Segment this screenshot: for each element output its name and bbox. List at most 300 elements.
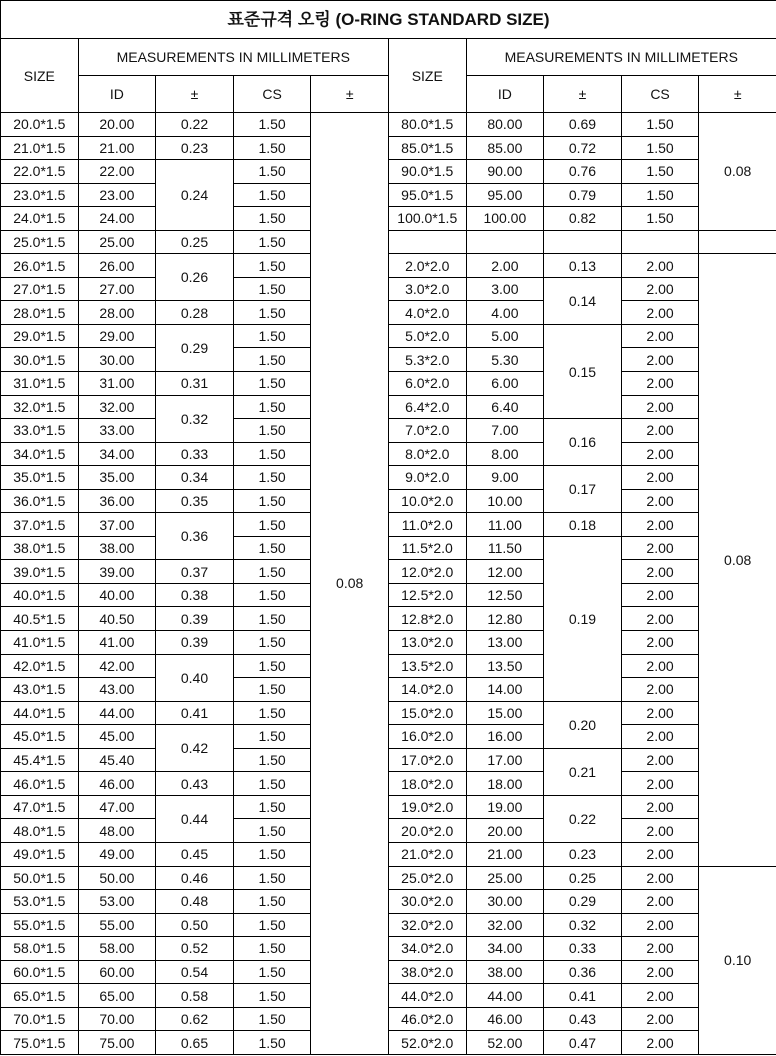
right-size-cell: 7.0*2.0 — [388, 419, 466, 443]
left-size-cell: 41.0*1.5 — [1, 631, 79, 655]
left-cs-tolerance-header: ± — [311, 76, 389, 113]
right-size-cell: 4.0*2.0 — [388, 301, 466, 325]
right-id-tolerance-cell: 0.17 — [544, 466, 622, 513]
left-cs-cell: 1.50 — [233, 230, 311, 254]
left-id-tolerance-cell: 0.37 — [156, 560, 234, 584]
left-size-cell: 39.0*1.5 — [1, 560, 79, 584]
table-row — [1, 795, 776, 819]
left-id-cell: 53.00 — [78, 890, 156, 914]
title-row — [1, 1, 776, 39]
right-id-cell: 12.80 — [466, 607, 544, 631]
right-size-cell: 12.0*2.0 — [388, 560, 466, 584]
right-size-cell: 11.5*2.0 — [388, 536, 466, 560]
left-size-cell: 21.0*1.5 — [1, 136, 79, 160]
left-id-tolerance-cell: 0.45 — [156, 842, 234, 866]
right-size-cell: 100.0*1.5 — [388, 207, 466, 231]
right-size-cell: 13.5*2.0 — [388, 654, 466, 678]
left-size-cell: 30.0*1.5 — [1, 348, 79, 372]
right-cs-cell: 2.00 — [621, 466, 699, 490]
left-id-cell: 24.00 — [78, 207, 156, 231]
left-cs-cell: 1.50 — [233, 772, 311, 796]
right-id-cell: 25.00 — [466, 866, 544, 890]
right-id-cell: 85.00 — [466, 136, 544, 160]
right-size-cell: 9.0*2.0 — [388, 466, 466, 490]
left-id-tolerance-cell: 0.32 — [156, 395, 234, 442]
right-id-tolerance-cell: 0.47 — [544, 1031, 622, 1055]
right-id-tolerance-cell: 0.72 — [544, 136, 622, 160]
left-cs-cell: 1.50 — [233, 277, 311, 301]
left-id-tolerance-cell: 0.29 — [156, 324, 234, 371]
table-row — [1, 489, 776, 513]
left-cs-cell: 1.50 — [233, 1031, 311, 1055]
right-cs-cell: 2.00 — [621, 631, 699, 655]
table-row — [1, 254, 776, 278]
table-row — [1, 984, 776, 1008]
right-id-tolerance-cell: 0.25 — [544, 866, 622, 890]
table-row — [1, 324, 776, 348]
left-cs-cell: 1.50 — [233, 937, 311, 961]
table-row — [1, 937, 776, 961]
right-id-cell: 5.30 — [466, 348, 544, 372]
right-id-cell: 2.00 — [466, 254, 544, 278]
left-size-cell: 31.0*1.5 — [1, 372, 79, 396]
left-size-cell: 45.4*1.5 — [1, 748, 79, 772]
left-cs-cell: 1.50 — [233, 795, 311, 819]
table-row — [1, 583, 776, 607]
right-cs-cell: 2.00 — [621, 513, 699, 537]
left-size-cell: 20.0*1.5 — [1, 113, 79, 137]
table-row — [1, 960, 776, 984]
right-size-cell: 18.0*2.0 — [388, 772, 466, 796]
right-id-tolerance-cell: 0.43 — [544, 1007, 622, 1031]
left-id-tolerance-cell: 0.44 — [156, 795, 234, 842]
right-id-cell: 3.00 — [466, 277, 544, 301]
left-id-tolerance-cell: 0.58 — [156, 984, 234, 1008]
right-id-cell: 32.00 — [466, 913, 544, 937]
left-cs-header: CS — [233, 76, 311, 113]
right-cs-cell: 2.00 — [621, 372, 699, 396]
left-id-tolerance-cell: 0.40 — [156, 654, 234, 701]
left-size-cell: 42.0*1.5 — [1, 654, 79, 678]
left-size-cell: 50.0*1.5 — [1, 866, 79, 890]
right-id-cell: 5.00 — [466, 324, 544, 348]
right-cs-tolerance-cell: 0.10 — [699, 866, 776, 1054]
right-size-cell: 34.0*2.0 — [388, 937, 466, 961]
right-size-cell: 90.0*1.5 — [388, 160, 466, 184]
left-id-tolerance-cell: 0.35 — [156, 489, 234, 513]
table-row — [1, 372, 776, 396]
left-cs-cell: 1.50 — [233, 842, 311, 866]
left-cs-cell: 1.50 — [233, 607, 311, 631]
right-size-cell: 80.0*1.5 — [388, 113, 466, 137]
right-id-tolerance-cell: 0.79 — [544, 183, 622, 207]
table-row — [1, 842, 776, 866]
left-id-cell: 20.00 — [78, 113, 156, 137]
right-cs-tolerance-cell — [699, 230, 776, 254]
left-id-cell: 29.00 — [78, 324, 156, 348]
left-id-tolerance-cell: 0.48 — [156, 890, 234, 914]
left-id-tolerance-header: ± — [156, 76, 234, 113]
right-id-cell: 10.00 — [466, 489, 544, 513]
right-size-cell: 46.0*2.0 — [388, 1007, 466, 1031]
right-id-tolerance-cell: 0.14 — [544, 277, 622, 324]
right-size-cell: 30.0*2.0 — [388, 890, 466, 914]
left-cs-cell: 1.50 — [233, 631, 311, 655]
right-cs-cell: 2.00 — [621, 842, 699, 866]
table-row — [1, 819, 776, 843]
right-id-tolerance-cell: 0.76 — [544, 160, 622, 184]
left-id-tolerance-cell: 0.38 — [156, 583, 234, 607]
right-cs-cell: 2.00 — [621, 819, 699, 843]
left-size-cell: 35.0*1.5 — [1, 466, 79, 490]
table-row — [1, 701, 776, 725]
left-cs-cell: 1.50 — [233, 395, 311, 419]
table-body — [1, 113, 776, 1055]
table-row — [1, 113, 776, 137]
left-id-tolerance-cell: 0.25 — [156, 230, 234, 254]
left-cs-cell: 1.50 — [233, 654, 311, 678]
left-cs-cell: 1.50 — [233, 113, 311, 137]
left-size-cell: 55.0*1.5 — [1, 913, 79, 937]
right-id-cell: 30.00 — [466, 890, 544, 914]
right-id-tolerance-cell: 0.16 — [544, 419, 622, 466]
right-size-cell: 11.0*2.0 — [388, 513, 466, 537]
right-size-cell: 15.0*2.0 — [388, 701, 466, 725]
left-id-cell: 58.00 — [78, 937, 156, 961]
right-id-cell: 11.50 — [466, 536, 544, 560]
right-id-tolerance-cell: 0.82 — [544, 207, 622, 231]
right-measurements-header: MEASUREMENTS IN MILLIMETERS — [466, 39, 776, 76]
right-size-cell: 32.0*2.0 — [388, 913, 466, 937]
right-id-cell: 19.00 — [466, 795, 544, 819]
left-id-tolerance-cell: 0.62 — [156, 1007, 234, 1031]
right-cs-cell: 2.00 — [621, 654, 699, 678]
table-row — [1, 866, 776, 890]
left-size-cell: 75.0*1.5 — [1, 1031, 79, 1055]
right-id-cell: 80.00 — [466, 113, 544, 137]
table-row — [1, 207, 776, 231]
right-cs-cell: 2.00 — [621, 583, 699, 607]
right-cs-header: CS — [621, 76, 699, 113]
right-id-tolerance-cell — [544, 230, 622, 254]
left-id-cell: 42.00 — [78, 654, 156, 678]
right-cs-cell: 1.50 — [621, 160, 699, 184]
right-size-cell: 6.0*2.0 — [388, 372, 466, 396]
left-id-cell: 46.00 — [78, 772, 156, 796]
left-size-cell: 60.0*1.5 — [1, 960, 79, 984]
left-size-cell: 40.0*1.5 — [1, 583, 79, 607]
left-size-cell: 48.0*1.5 — [1, 819, 79, 843]
right-id-tolerance-cell: 0.22 — [544, 795, 622, 842]
table-row — [1, 725, 776, 749]
right-cs-cell: 2.00 — [621, 725, 699, 749]
table-row — [1, 560, 776, 584]
right-cs-cell: 2.00 — [621, 701, 699, 725]
left-id-tolerance-cell: 0.28 — [156, 301, 234, 325]
right-size-cell: 16.0*2.0 — [388, 725, 466, 749]
left-id-cell: 22.00 — [78, 160, 156, 184]
left-cs-cell: 1.50 — [233, 207, 311, 231]
left-id-cell: 27.00 — [78, 277, 156, 301]
left-id-cell: 40.00 — [78, 583, 156, 607]
left-id-cell: 30.00 — [78, 348, 156, 372]
table-row — [1, 513, 776, 537]
left-size-cell: 43.0*1.5 — [1, 678, 79, 702]
table-row — [1, 277, 776, 301]
table-row — [1, 748, 776, 772]
table-row — [1, 419, 776, 443]
right-cs-tolerance-header: ± — [699, 76, 776, 113]
right-id-tolerance-cell: 0.69 — [544, 113, 622, 137]
left-size-cell: 22.0*1.5 — [1, 160, 79, 184]
table-row — [1, 1031, 776, 1055]
right-cs-cell: 1.50 — [621, 136, 699, 160]
left-size-cell: 47.0*1.5 — [1, 795, 79, 819]
right-cs-cell: 2.00 — [621, 560, 699, 584]
table-row — [1, 136, 776, 160]
table-row — [1, 890, 776, 914]
left-cs-cell: 1.50 — [233, 701, 311, 725]
left-cs-cell: 1.50 — [233, 466, 311, 490]
left-size-cell: 32.0*1.5 — [1, 395, 79, 419]
left-id-tolerance-cell: 0.42 — [156, 725, 234, 772]
left-id-tolerance-cell: 0.54 — [156, 960, 234, 984]
left-id-cell: 33.00 — [78, 419, 156, 443]
left-id-tolerance-cell: 0.39 — [156, 607, 234, 631]
left-id-tolerance-cell: 0.39 — [156, 631, 234, 655]
left-cs-cell: 1.50 — [233, 819, 311, 843]
left-id-cell: 32.00 — [78, 395, 156, 419]
right-id-cell: 11.00 — [466, 513, 544, 537]
right-cs-cell: 2.00 — [621, 772, 699, 796]
right-size-cell: 6.4*2.0 — [388, 395, 466, 419]
left-size-cell: 37.0*1.5 — [1, 513, 79, 537]
right-id-cell: 21.00 — [466, 842, 544, 866]
right-cs-cell: 2.00 — [621, 489, 699, 513]
left-size-cell: 25.0*1.5 — [1, 230, 79, 254]
left-id-cell: 25.00 — [78, 230, 156, 254]
left-id-cell: 47.00 — [78, 795, 156, 819]
right-id-tolerance-cell: 0.13 — [544, 254, 622, 278]
left-size-cell: 46.0*1.5 — [1, 772, 79, 796]
left-id-cell: 21.00 — [78, 136, 156, 160]
left-id-tolerance-cell: 0.34 — [156, 466, 234, 490]
right-id-cell: 100.00 — [466, 207, 544, 231]
left-size-cell: 23.0*1.5 — [1, 183, 79, 207]
right-id-tolerance-cell: 0.21 — [544, 748, 622, 795]
right-id-tolerance-cell: 0.36 — [544, 960, 622, 984]
left-cs-cell: 1.50 — [233, 536, 311, 560]
right-cs-cell: 2.00 — [621, 536, 699, 560]
right-size-cell: 8.0*2.0 — [388, 442, 466, 466]
left-id-cell: 34.00 — [78, 442, 156, 466]
right-cs-cell: 1.50 — [621, 207, 699, 231]
left-cs-cell: 1.50 — [233, 960, 311, 984]
left-id-cell: 43.00 — [78, 678, 156, 702]
left-cs-cell: 1.50 — [233, 1007, 311, 1031]
right-cs-tolerance-cell: 0.08 — [699, 113, 776, 231]
right-cs-cell — [621, 230, 699, 254]
left-cs-cell: 1.50 — [233, 984, 311, 1008]
left-id-tolerance-cell: 0.41 — [156, 701, 234, 725]
left-size-cell: 45.0*1.5 — [1, 725, 79, 749]
left-id-tolerance-cell: 0.52 — [156, 937, 234, 961]
right-cs-cell: 1.50 — [621, 183, 699, 207]
left-size-cell: 49.0*1.5 — [1, 842, 79, 866]
right-id-tolerance-cell: 0.41 — [544, 984, 622, 1008]
table-header — [1, 1, 776, 113]
right-size-cell: 10.0*2.0 — [388, 489, 466, 513]
left-id-tolerance-cell: 0.24 — [156, 160, 234, 231]
right-cs-cell: 2.00 — [621, 960, 699, 984]
left-cs-cell: 1.50 — [233, 136, 311, 160]
left-size-cell: 38.0*1.5 — [1, 536, 79, 560]
right-id-tolerance-cell: 0.29 — [544, 890, 622, 914]
right-cs-cell: 2.00 — [621, 301, 699, 325]
right-size-cell: 52.0*2.0 — [388, 1031, 466, 1055]
left-id-cell: 55.00 — [78, 913, 156, 937]
table-row — [1, 160, 776, 184]
right-id-cell: 52.00 — [466, 1031, 544, 1055]
left-size-cell: 53.0*1.5 — [1, 890, 79, 914]
left-measurements-header: MEASUREMENTS IN MILLIMETERS — [78, 39, 388, 76]
right-size-cell: 3.0*2.0 — [388, 277, 466, 301]
left-id-tolerance-cell: 0.36 — [156, 513, 234, 560]
left-id-cell: 65.00 — [78, 984, 156, 1008]
right-cs-cell: 2.00 — [621, 254, 699, 278]
right-size-header: SIZE — [388, 39, 466, 113]
right-id-cell: 20.00 — [466, 819, 544, 843]
right-size-cell: 2.0*2.0 — [388, 254, 466, 278]
right-id-cell — [466, 230, 544, 254]
right-cs-cell: 2.00 — [621, 442, 699, 466]
left-id-cell: 39.00 — [78, 560, 156, 584]
right-cs-cell: 2.00 — [621, 348, 699, 372]
right-id-cell: 34.00 — [466, 937, 544, 961]
table-title: 표준규격 오링 (O-RING STANDARD SIZE) — [1, 1, 776, 39]
left-id-cell: 44.00 — [78, 701, 156, 725]
right-cs-cell: 2.00 — [621, 913, 699, 937]
right-cs-cell: 2.00 — [621, 890, 699, 914]
left-size-cell: 36.0*1.5 — [1, 489, 79, 513]
left-id-header: ID — [78, 76, 156, 113]
left-cs-tolerance-cell: 0.08 — [311, 113, 389, 1055]
left-cs-cell: 1.50 — [233, 583, 311, 607]
left-size-cell: 40.5*1.5 — [1, 607, 79, 631]
left-cs-cell: 1.50 — [233, 419, 311, 443]
right-id-tolerance-header: ± — [544, 76, 622, 113]
right-cs-cell: 2.00 — [621, 748, 699, 772]
left-id-cell: 41.00 — [78, 631, 156, 655]
table-row — [1, 536, 776, 560]
header-row-columns — [1, 76, 776, 113]
left-id-cell: 75.00 — [78, 1031, 156, 1055]
left-id-cell: 48.00 — [78, 819, 156, 843]
right-id-cell: 13.00 — [466, 631, 544, 655]
right-id-cell: 16.00 — [466, 725, 544, 749]
right-size-cell: 14.0*2.0 — [388, 678, 466, 702]
left-size-cell: 29.0*1.5 — [1, 324, 79, 348]
table-row — [1, 654, 776, 678]
right-id-cell: 18.00 — [466, 772, 544, 796]
right-size-cell: 5.3*2.0 — [388, 348, 466, 372]
right-cs-cell: 2.00 — [621, 678, 699, 702]
left-cs-cell: 1.50 — [233, 513, 311, 537]
right-size-cell: 21.0*2.0 — [388, 842, 466, 866]
left-id-tolerance-cell: 0.22 — [156, 113, 234, 137]
left-cs-cell: 1.50 — [233, 442, 311, 466]
right-size-cell: 12.5*2.0 — [388, 583, 466, 607]
left-id-cell: 23.00 — [78, 183, 156, 207]
right-cs-cell: 2.00 — [621, 277, 699, 301]
left-size-header: SIZE — [1, 39, 79, 113]
left-id-cell: 38.00 — [78, 536, 156, 560]
left-id-cell: 45.00 — [78, 725, 156, 749]
right-id-tolerance-cell: 0.15 — [544, 324, 622, 418]
left-cs-cell: 1.50 — [233, 748, 311, 772]
left-cs-cell: 1.50 — [233, 348, 311, 372]
left-size-cell: 28.0*1.5 — [1, 301, 79, 325]
right-size-cell: 25.0*2.0 — [388, 866, 466, 890]
left-size-cell: 70.0*1.5 — [1, 1007, 79, 1031]
right-id-cell: 90.00 — [466, 160, 544, 184]
left-cs-cell: 1.50 — [233, 324, 311, 348]
table-row — [1, 442, 776, 466]
table-row — [1, 183, 776, 207]
right-size-cell: 17.0*2.0 — [388, 748, 466, 772]
table-row — [1, 607, 776, 631]
table-row — [1, 772, 776, 796]
right-cs-cell: 1.50 — [621, 113, 699, 137]
left-id-tolerance-cell: 0.33 — [156, 442, 234, 466]
right-id-tolerance-cell: 0.32 — [544, 913, 622, 937]
left-id-tolerance-cell: 0.50 — [156, 913, 234, 937]
left-id-cell: 28.00 — [78, 301, 156, 325]
right-id-tolerance-cell: 0.18 — [544, 513, 622, 537]
left-cs-cell: 1.50 — [233, 489, 311, 513]
table-row — [1, 913, 776, 937]
right-size-cell: 85.0*1.5 — [388, 136, 466, 160]
header-row-groups — [1, 39, 776, 76]
right-cs-cell: 2.00 — [621, 607, 699, 631]
table-row — [1, 301, 776, 325]
right-cs-tolerance-cell: 0.08 — [699, 254, 776, 866]
left-size-cell: 33.0*1.5 — [1, 419, 79, 443]
table-row — [1, 466, 776, 490]
left-id-cell: 60.00 — [78, 960, 156, 984]
right-cs-cell: 2.00 — [621, 937, 699, 961]
left-cs-cell: 1.50 — [233, 725, 311, 749]
right-id-cell: 9.00 — [466, 466, 544, 490]
right-id-cell: 12.50 — [466, 583, 544, 607]
left-cs-cell: 1.50 — [233, 913, 311, 937]
right-cs-cell: 2.00 — [621, 419, 699, 443]
right-id-cell: 17.00 — [466, 748, 544, 772]
right-id-cell: 95.00 — [466, 183, 544, 207]
right-size-cell: 20.0*2.0 — [388, 819, 466, 843]
left-cs-cell: 1.50 — [233, 560, 311, 584]
right-id-header: ID — [466, 76, 544, 113]
left-cs-cell: 1.50 — [233, 301, 311, 325]
left-id-tolerance-cell: 0.23 — [156, 136, 234, 160]
left-cs-cell: 1.50 — [233, 890, 311, 914]
left-cs-cell: 1.50 — [233, 678, 311, 702]
right-cs-cell: 2.00 — [621, 395, 699, 419]
left-id-tolerance-cell: 0.65 — [156, 1031, 234, 1055]
right-cs-cell: 2.00 — [621, 866, 699, 890]
right-size-cell: 44.0*2.0 — [388, 984, 466, 1008]
left-id-tolerance-cell: 0.31 — [156, 372, 234, 396]
